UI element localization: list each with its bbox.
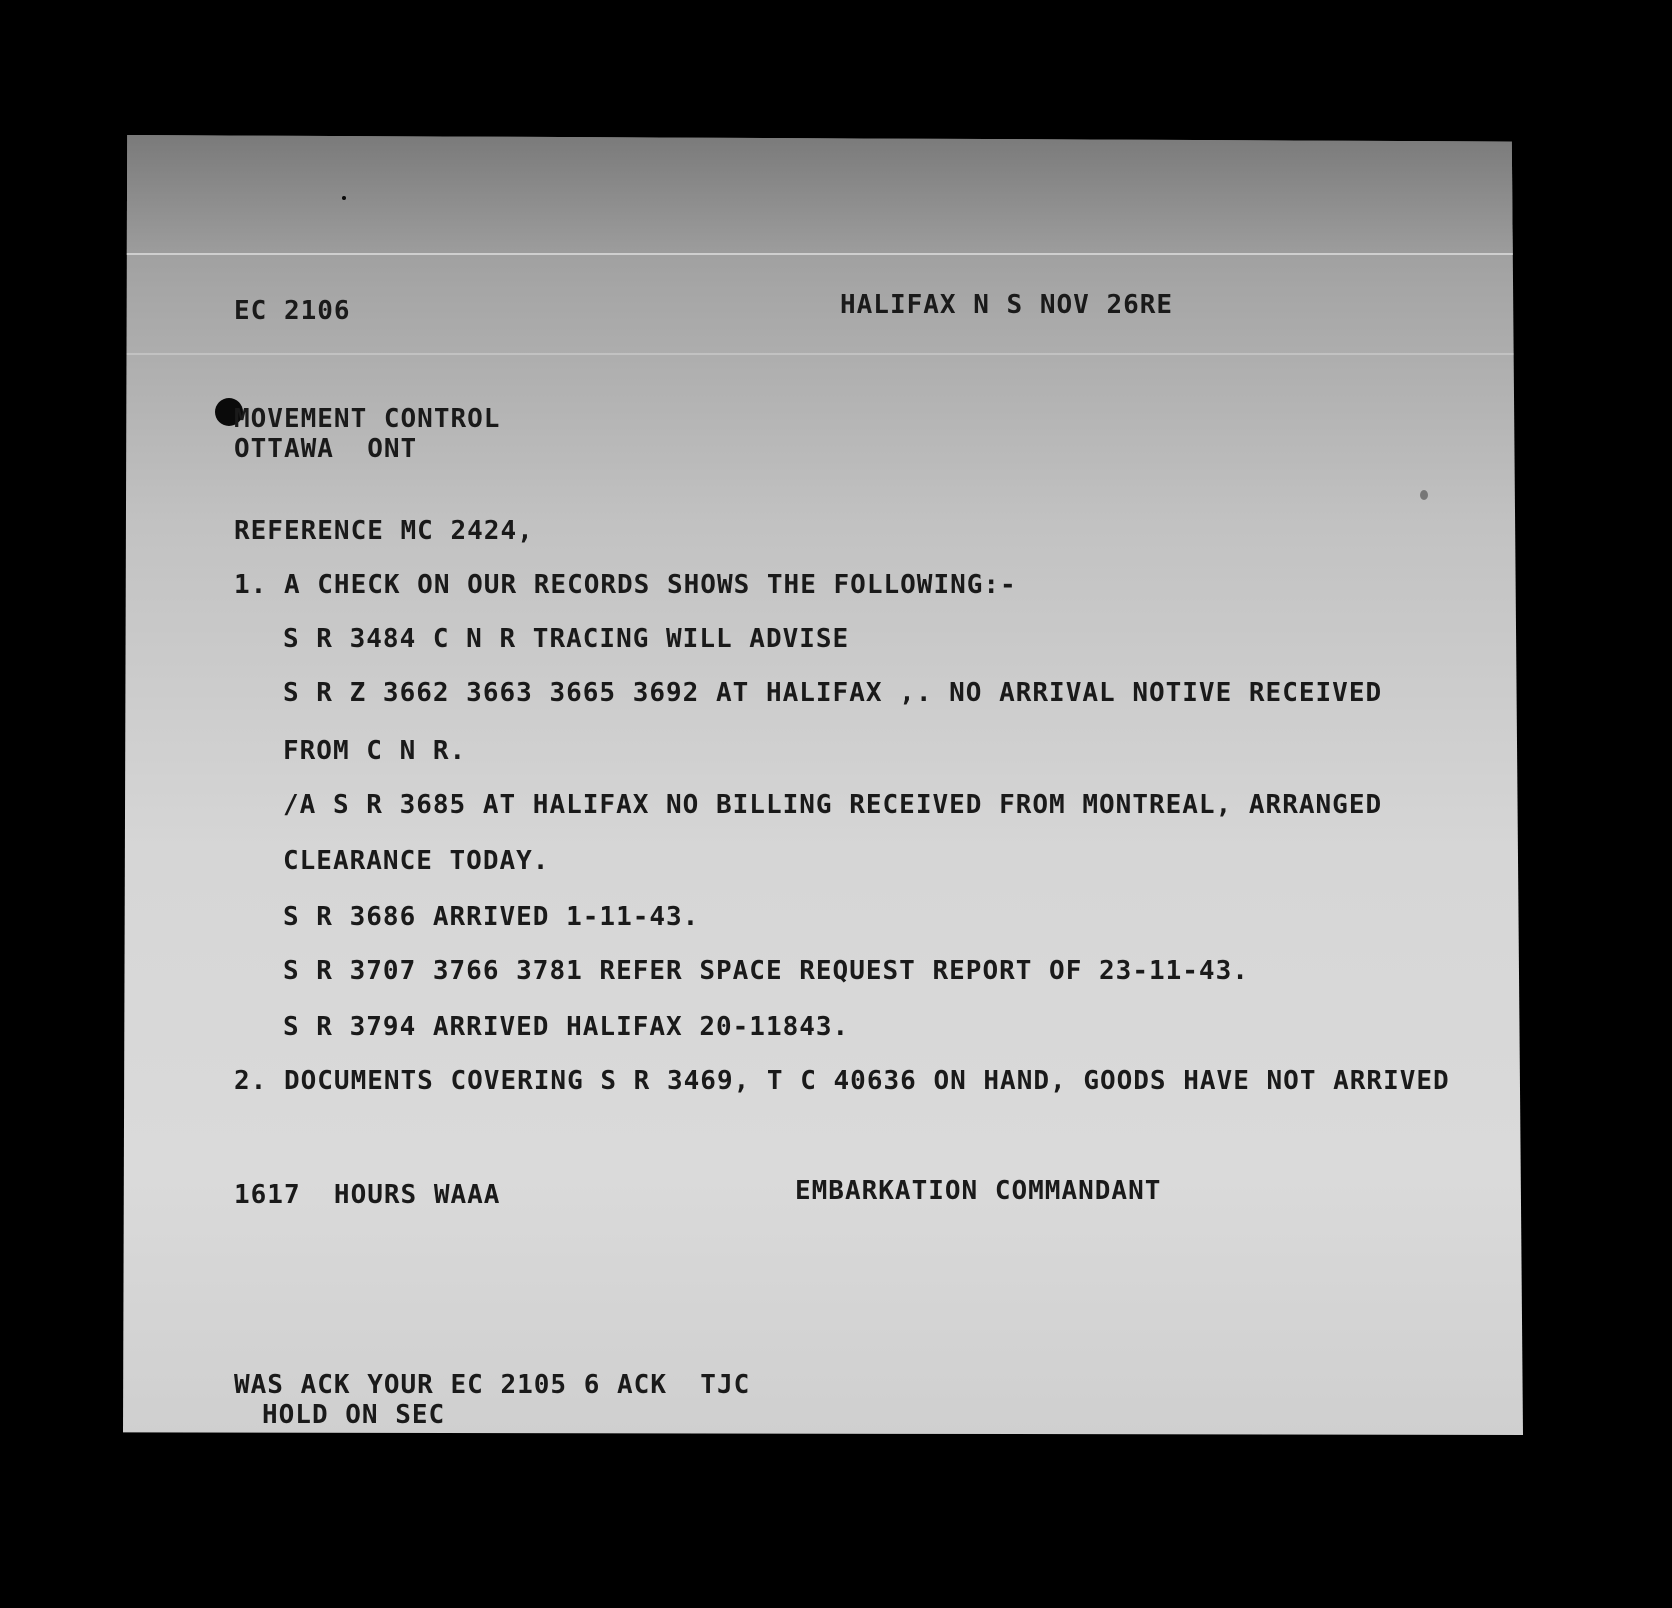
header-rule-top <box>123 253 1523 255</box>
operator-note-line-2: HOLD ON SEC <box>262 1400 446 1430</box>
speck-mark <box>342 196 346 200</box>
footer-signature: EMBARKATION COMMANDANT <box>795 1176 1162 1206</box>
telegram-origin: HALIFAX N S NOV 26RE <box>840 290 1174 320</box>
body-line-3: S R Z 3662 3663 3665 3692 AT HALIFAX ,. NO ARRIVAL NOTIVE RECEIVED <box>283 678 1383 708</box>
operator-note-line-1: WAS ACK YOUR EC 2105 6 ACK TJC <box>234 1370 751 1400</box>
body-line-2: S R 3484 C N R TRACING WILL ADVISE <box>283 624 850 654</box>
telegram-number: EC 2106 <box>234 296 351 326</box>
body-line-9: S R 3794 ARRIVED HALIFAX 20-11843. <box>283 1012 850 1042</box>
header-rule-bottom <box>123 353 1523 355</box>
body-line-6: CLEARANCE TODAY. <box>283 846 550 876</box>
body-line-4: FROM C N R. <box>283 736 467 766</box>
body-line-10: 2. DOCUMENTS COVERING S R 3469, T C 40636 ON HAND, GOODS HAVE NOT ARRIVED <box>234 1066 1450 1096</box>
addressee-line-1: MOVEMENT CONTROL <box>234 404 501 434</box>
reference-line: REFERENCE MC 2424, <box>234 516 534 546</box>
body-line-8: S R 3707 3766 3781 REFER SPACE REQUEST REPORT OF 23-11-43. <box>283 956 1249 986</box>
body-line-7: S R 3686 ARRIVED 1-11-43. <box>283 902 700 932</box>
body-line-1: 1. A CHECK ON OUR RECORDS SHOWS THE FOLLOWING:- <box>234 570 1017 600</box>
smudge-mark <box>1420 490 1428 500</box>
body-line-5: /A S R 3685 AT HALIFAX NO BILLING RECEIVED FROM MONTREAL, ARRANGED <box>283 790 1383 820</box>
footer-time: 1617 HOURS WAAA <box>234 1180 501 1210</box>
paper-top-band <box>123 135 1523 255</box>
telegram-paper <box>123 135 1523 1435</box>
addressee-line-2: OTTAWA ONT <box>234 434 418 464</box>
